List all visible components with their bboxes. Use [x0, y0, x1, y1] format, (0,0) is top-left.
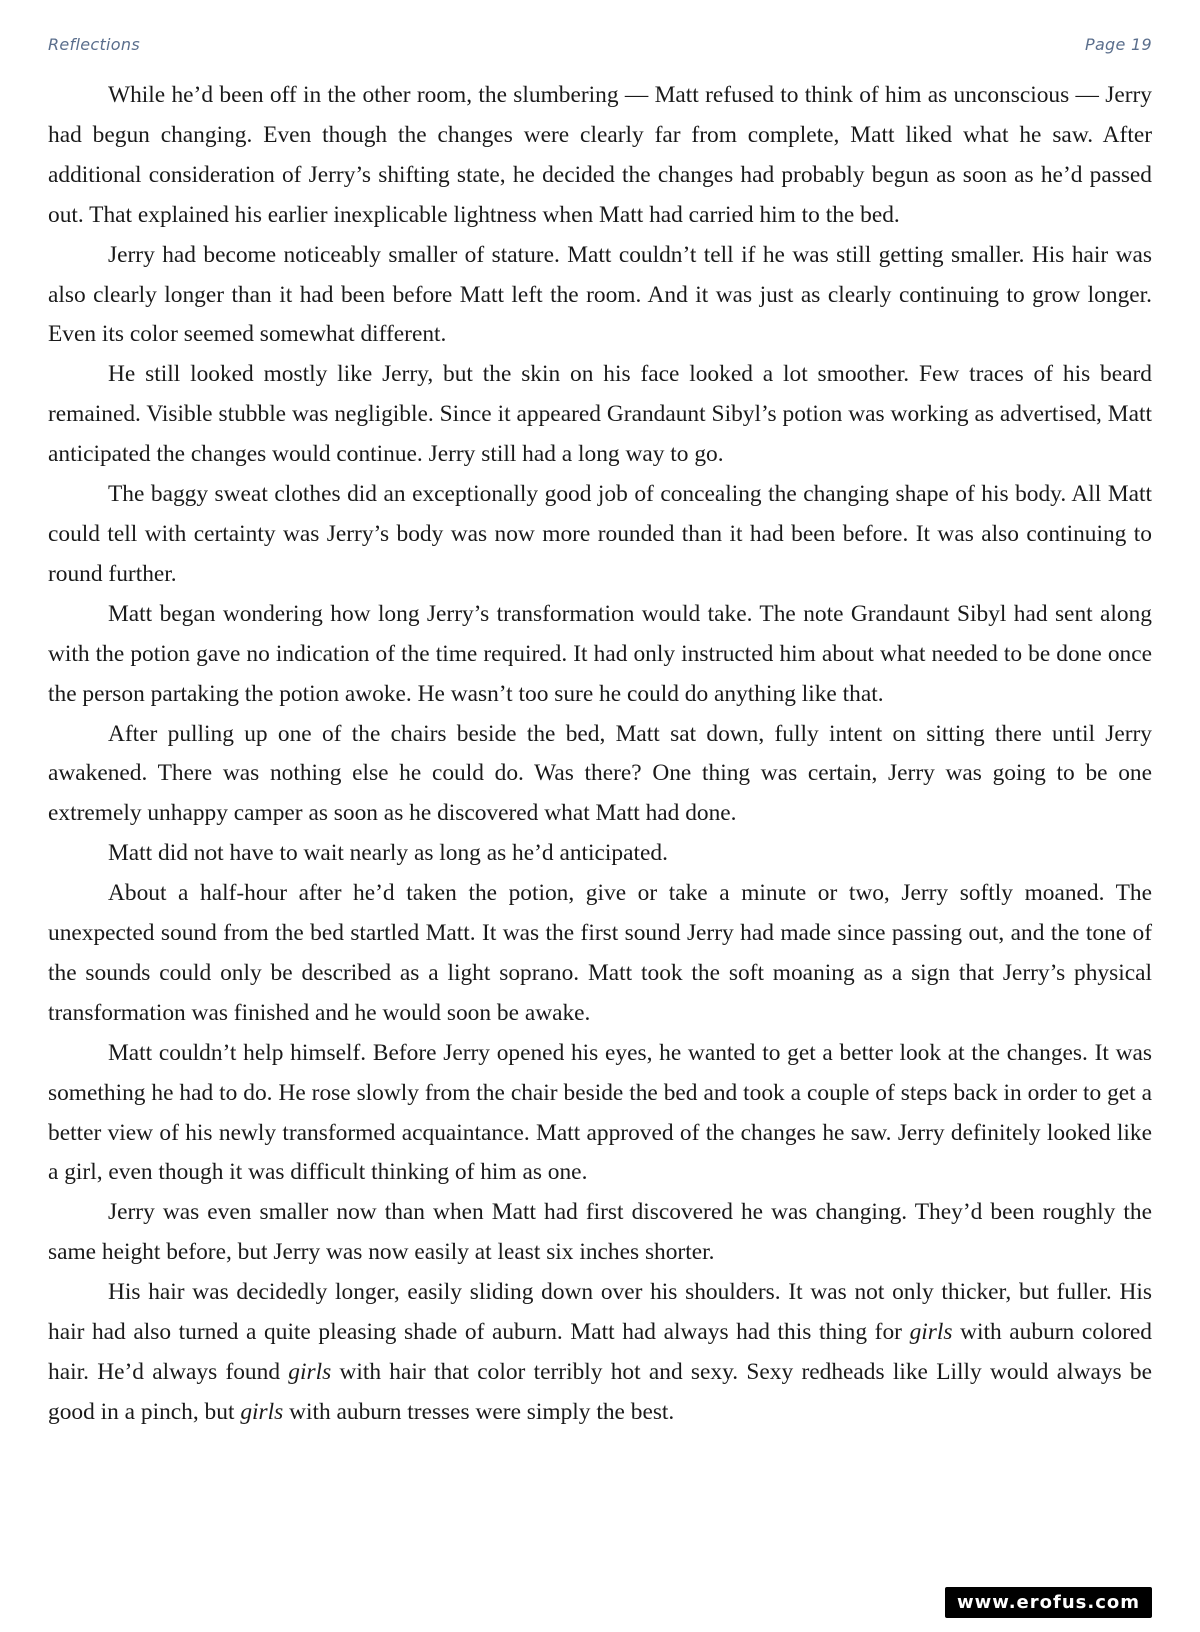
paragraph-7: Matt did not have to wait nearly as long as he’d anticipated. — [108, 840, 668, 867]
paragraph-11 — [48, 1273, 1152, 1433]
paragraph-9: Matt couldn’t help himself. Before Jerry opened his eyes, he wanted to get a better look at the changes. It was something he had to do. He rose slowly from the chair beside the bed and took a couple of steps back in order to get a better view of his newly transformed acquaintance. Matt approved of the changes he saw. Jerry definitely looked like a girl, even though it was difficult thinking of him as one. — [48, 1039, 1152, 1186]
paragraph-11-text-1: His hair was decidedly longer, easily sliding down over his shoulders. It was not only thicker, but fuller. His hair had also turned a quite pleasing shade of auburn. Matt had always had this thing for — [48, 1279, 1152, 1346]
paragraph-8: About a half-hour after he’d taken the potion, give or take a minute or two, Jerry softly moaned. The unexpected sound from the bed startled Matt. It was the first sound Jerry had made since passing out, and the tone of the sounds could only be described as a light soprano. Matt took the soft moaning as a sign that Jerry’s physical transformation was finished and he would soon be awake. — [48, 880, 1152, 1026]
paragraph-1: While he’d been off in the other room, the slumbering — Matt refused to think of him as unconscious — Jerry had begun changing. Even though the changes were clearly far from complete, Matt liked what he saw. After additional consideration of Jerry’s shifting state, he decided the changes had probably begun as soon as he’d passed out. That explained his earlier inexplicable lightness when Matt had carried him to the bed. — [48, 82, 1152, 228]
page-number: Page 19 — [1085, 34, 1152, 54]
paragraph-4: The baggy sweat clothes did an exceptionally good job of concealing the changing shape of his body. All Matt could tell with certainty was Jerry’s body was now more rounded than it had been before. It was also continuing to round further. — [48, 481, 1152, 587]
watermark-badge: www.erofus.com — [945, 1587, 1152, 1618]
paragraph-10: Jerry was even smaller now than when Matt had first discovered he was changing. They’d been roughly the same height before, but Jerry was now easily at least six inches shorter. — [48, 1199, 1152, 1266]
book-title: Reflections — [48, 34, 140, 54]
emphasis-girls-2: girls — [288, 1359, 332, 1385]
paragraph-5: Matt began wondering how long Jerry’s transformation would take. The note Grandaunt Sibyl had sent along with the potion gave no indication of the time required. It had only instructed him about what needed to be done once the person partaking the potion awoke. He wasn’t too sure he could do anything like that. — [48, 600, 1152, 707]
paragraph-6: After pulling up one of the chairs beside the bed, Matt sat down, fully intent on sitting there until Jerry awakened. There was nothing else he could do. Was there? One thing was certain, Jerry was going to be one extremely unhappy camper as soon as he discovered what Matt had done. — [48, 720, 1152, 827]
paragraph-2: Jerry had become noticeably smaller of stature. Matt couldn’t tell if he was still getting smaller. His hair was also clearly longer than it had been before Matt left the room. And it was just as clearly continuing to grow longer. Even its color seemed somewhat different. — [48, 241, 1152, 348]
emphasis-girls-3: girls — [240, 1398, 284, 1425]
paragraph-11-text-2: with auburn colored hair. He’d always found — [48, 1319, 1152, 1385]
paragraph-11-text-4: with auburn tresses were simply the best. — [283, 1398, 675, 1425]
emphasis-girls-1: girls — [909, 1319, 953, 1346]
paragraph-3: He still looked mostly like Jerry, but the skin on his face looked a lot smoother. Few traces of his beard remained. Visible stubble was negligible. Since it appeared Grandaunt Sibyl’s potion was working as advertised, Matt anticipated the changes would continue. Jerry still had a long way to go. — [48, 361, 1152, 468]
body-text — [48, 76, 1152, 1433]
paragraph-11-text-3: with hair that color terribly hot and sexy. Sexy redheads like Lilly would always be good in a pinch, but — [48, 1359, 1152, 1425]
page-header — [48, 30, 1152, 58]
